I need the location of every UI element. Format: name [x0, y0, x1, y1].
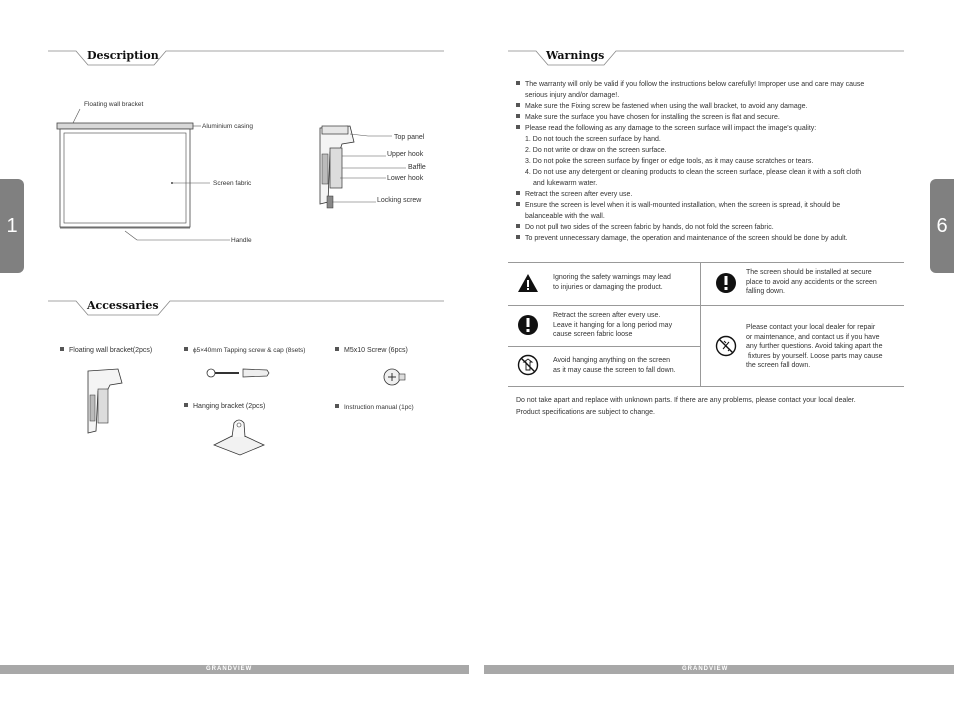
warning-line: Please read the following as any damage to the screen surface will impact the image's quality:	[516, 123, 906, 134]
table-cell-avoid-hanging	[553, 356, 676, 375]
bullet-icon	[516, 235, 520, 239]
m5-screw-drawing	[381, 366, 407, 388]
bullet-icon	[184, 403, 188, 407]
bullet-icon	[516, 125, 520, 129]
cell-line: falling down.	[746, 288, 785, 295]
accessories-title: Accessaries	[87, 299, 159, 312]
warning-line: Retract the screen after every use.	[516, 189, 906, 200]
warning-line: Make sure the surface you have chosen for installing the screen is flat and secure.	[516, 112, 906, 123]
bullet-icon	[335, 347, 339, 351]
warning-line: 1. Do not touch the screen surface by hand.	[525, 136, 661, 143]
warnings-list	[516, 79, 906, 244]
cell-line: cause screen fabric loose	[553, 331, 633, 338]
mandatory-exclamation-icon	[715, 272, 737, 294]
bullet-icon	[516, 103, 520, 107]
table-row-divider	[508, 305, 904, 306]
table-cell-retract-screen	[553, 311, 672, 340]
table-top-border	[508, 262, 904, 263]
accessory-floating-wall-bracket: Floating wall bracket(2pcs)	[60, 347, 152, 354]
description-title: Description	[87, 49, 159, 62]
table-cell-secure-install	[746, 268, 877, 297]
cell-line: Please contact your local dealer for repair	[746, 324, 876, 331]
cell-line: any further questions. Avoid taking apart the	[746, 343, 883, 350]
label-baffle: Baffle	[408, 164, 426, 171]
bullet-icon	[60, 347, 64, 351]
label-aluminium-casing: Aluminium casing	[202, 123, 253, 130]
cell-line: Retract the screen after every use.	[553, 312, 661, 319]
accessory-hanging-bracket: Hanging bracket (2pcs)	[184, 403, 265, 410]
no-hanging-prohibition-icon	[517, 354, 539, 376]
cell-line: as it may cause the screen to fall down.	[553, 366, 676, 374]
warning-line: The warranty will only be valid if you follow the instructions below carefully! Improper use and care may cause	[516, 79, 906, 90]
label-upper-hook: Upper hook	[387, 151, 424, 158]
warning-line: and lukewarm water.	[533, 180, 598, 187]
footer-note	[516, 395, 856, 419]
label-screen-fabric: Screen fabric	[213, 180, 252, 187]
table-bottom-border	[508, 386, 904, 387]
warning-line: 2. Do not write or draw on the screen surface.	[525, 147, 667, 154]
accessory-m5-screw: M5x10 Screw (6pcs)	[335, 347, 408, 354]
bullet-icon	[516, 81, 520, 85]
footer-note-line: Product specifications are subject to change.	[516, 409, 655, 416]
warning-line: Do not pull two sides of the screen fabric by hands, do not fold the screen fabric.	[516, 222, 906, 233]
brand-logo-right: GRANDVIEW	[682, 666, 729, 672]
cell-line: or maintenance, and contact us if you have	[746, 333, 880, 341]
label-handle: Handle	[231, 237, 252, 244]
bullet-icon	[516, 202, 520, 206]
bullet-icon	[516, 114, 520, 118]
page-number-tab: 1	[0, 179, 24, 273]
page-number-tab: 6	[930, 179, 954, 273]
warnings-title: Warnings	[546, 49, 605, 62]
table-row-divider	[508, 346, 700, 347]
footer-note-line: Do not take apart and replace with unknown parts. If there are any problems, please contact your local dealer.	[516, 397, 856, 404]
brand-logo-left: GRANDVIEW	[206, 666, 253, 672]
warning-line: 4. Do not use any detergent or cleaning products to clean the screen surface, please clean it with a soft cloth	[525, 169, 862, 176]
cell-line: Avoid hanging anything on the screen	[553, 357, 671, 364]
warning-line: To prevent unnecessary damage, the operation and maintenance of the screen should be done by adult.	[516, 233, 906, 244]
cell-line: place to avoid any accidents or the screen	[746, 278, 877, 286]
tapping-screw-drawing	[205, 365, 275, 381]
cell-line: the screen fall down.	[746, 362, 811, 369]
hanging-bracket-drawing	[212, 417, 266, 457]
accessory-instruction-manual: Instruction manual (1pc)	[335, 404, 414, 411]
label-locking-screw: Locking screw	[377, 197, 422, 204]
bullet-icon	[516, 224, 520, 228]
label-top-panel: Top panel	[394, 134, 425, 141]
warning-triangle-icon	[517, 272, 539, 294]
accessory-tapping-screw: ϕ5×40mm Tapping screw & cap (8sets)	[184, 347, 305, 354]
no-disassembly-prohibition-icon	[715, 335, 737, 357]
cell-line: fixtures by yourself. Loose parts may cause	[746, 352, 883, 360]
warning-line: Ensure the screen is level when it is wall-mounted installation, when the screen is spread, it should be	[516, 200, 906, 211]
warning-line: serious injury and/or damage!.	[525, 92, 620, 99]
table-cell-safety-warning	[553, 273, 671, 292]
cell-line: The screen should be installed at secure	[746, 269, 872, 276]
table-column-divider	[700, 262, 701, 386]
label-lower-hook: Lower hook	[387, 175, 424, 182]
bullet-icon	[184, 347, 188, 351]
label-floating-wall-bracket: Floating wall bracket	[84, 101, 144, 108]
warning-line: balanceable with the wall.	[525, 213, 605, 220]
cell-line: Leave it hanging for a long period may	[553, 321, 673, 329]
cell-line: to injuries or damaging the product.	[553, 283, 663, 291]
mandatory-exclamation-icon	[517, 314, 539, 336]
warning-line: Make sure the Fixing screw be fastened when using the wall bracket, to avoid any damage.	[516, 101, 906, 112]
bullet-icon	[335, 404, 339, 408]
bullet-icon	[516, 191, 520, 195]
cell-line: Ignoring the safety warnings may lead	[553, 274, 671, 281]
table-cell-contact-dealer	[746, 323, 883, 371]
warning-line: 3. Do not poke the screen surface by finger or edge tools, as it may cause scratches or tears.	[525, 158, 814, 165]
floating-bracket-drawing	[82, 365, 132, 437]
